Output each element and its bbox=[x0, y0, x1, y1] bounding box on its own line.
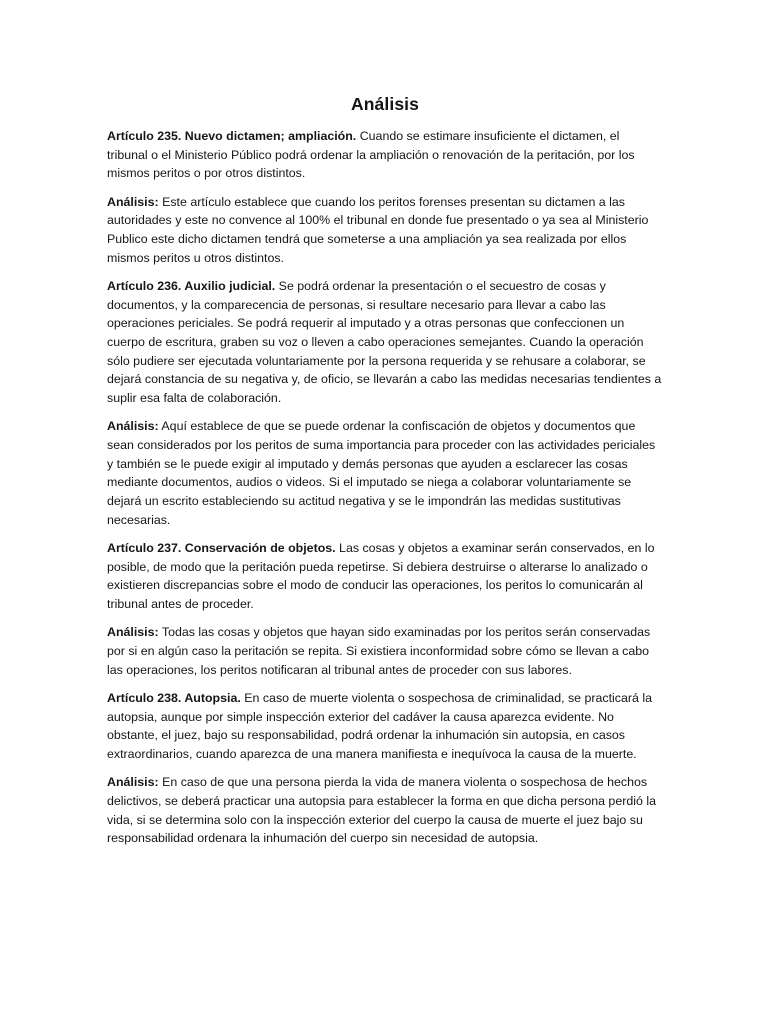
paragraph-articulo-235 bbox=[107, 127, 663, 183]
paragraph-text: Este artículo establece que cuando los peritos forenses presentan su dictamen a las autoridades y este no convence al 100% el tribunal en donde fue presentado o ya sea al Ministerio Publico este dicho dictamen tendrá que someterse a una ampliación ya sea realizada por ellos mismos peritos u otros distintos. bbox=[107, 194, 649, 265]
paragraph-articulo-238 bbox=[107, 689, 663, 764]
paragraph-text: Aquí establece de que se puede ordenar la confiscación de objetos y documentos que sean considerados por los peritos de suma importancia para proceder con las actividades periciales y también se le puede exigir al imputado y demás personas que ayuden a esclarecer las cosas mediante documentos, audios o videos. Si el imputado se niega a colaborar voluntariamente se dejará un escrito estableciendo su actitud negativa y se le impondrán las medidas sustitutivas necesarias. bbox=[107, 419, 656, 527]
paragraph-lead: Artículo 235. Nuevo dictamen; ampliación. bbox=[107, 129, 357, 143]
paragraph-lead: Artículo 237. Conservación de objetos. bbox=[107, 541, 336, 556]
paragraph-lead: Artículo 236. Auxilio judicial. bbox=[107, 278, 276, 293]
document-page bbox=[107, 92, 663, 858]
paragraph-text: Se podrá ordenar la presentación o el secuestro de cosas y documentos, y la comparecencia de personas, si resultare necesario para llevar a cabo las operaciones periciales. Se podrá requerir al imputado y a otras personas que confeccionen un cuerpo de escritura, graben su voz o lleven a cabo operaciones semejantes. Cuando la operación sólo pudiere ser ejecutada voluntariamente por la persona requerida y se rehusare a colaborar, se dejará constancia de su negativa y, de oficio, se llevarán a cabo las medidas necesarias tendientes a suplir esa falta de colaboración. bbox=[107, 278, 662, 406]
paragraph-analisis-238 bbox=[107, 773, 663, 848]
paragraph-articulo-236 bbox=[107, 277, 663, 408]
paragraph-text: En caso de que una persona pierda la vida de manera violenta o sospechosa de hechos delictivos, se deberá practicar una autopsia para establecer la forma en que dicha persona perdió la vida, si se determina solo con la inspección exterior del cuerpo la causa de muerte el juez bajo su responsabilidad ordenara la inhumación del cuerpo sin necesidad de autopsia. bbox=[107, 775, 656, 846]
paragraph-text: Cuando se estimare insuficiente el dictamen, el tribunal o el Ministerio Público podrá ordenar la ampliación o renovación de la peritación, por los mismos peritos o por otros distintos. bbox=[107, 129, 635, 181]
paragraph-lead: Análisis: bbox=[107, 625, 159, 640]
paragraph-lead: Análisis: bbox=[107, 419, 159, 434]
paragraph-lead: Análisis: bbox=[107, 775, 159, 790]
paragraph-analisis-235 bbox=[107, 193, 663, 268]
paragraph-text: En caso de muerte violenta o sospechosa de criminalidad, se practicará la autopsia, aunque por simple inspección exterior del cadáver la causa aparezca evidente. No obstante, el juez, bajo su responsabilidad, podrá ordenar la inhumación sin autopsia, en casos extraordinarios, cuando aparezca de una manera manifiesta e inequívoca la causa de la muerte. bbox=[107, 690, 652, 762]
paragraph-analisis-236 bbox=[107, 417, 663, 529]
paragraph-lead: Análisis: bbox=[107, 194, 159, 209]
document-title: Análisis bbox=[351, 94, 419, 114]
paragraph-articulo-237 bbox=[107, 539, 663, 614]
paragraph-lead: Artículo 238. Autopsia. bbox=[107, 690, 241, 705]
paragraph-text: Todas las cosas y objetos que hayan sido examinadas por los peritos serán conservadas por si en algún caso la peritación se repita. Si existiera inconformidad sobre cómo se llevan a cabo las operaciones, los peritos notificaran al tribunal antes de proceder con sus labores. bbox=[107, 625, 651, 677]
paragraph-analisis-237 bbox=[107, 623, 663, 679]
paragraph-text: Las cosas y objetos a examinar serán conservados, en lo posible, de modo que la peritación pueda repetirse. Si debiera destruirse o alterarse lo analizado o existieren discrepancias sobre el modo de conducir las operaciones, los peritos lo comunicarán al tribunal antes de proceder. bbox=[107, 541, 655, 612]
